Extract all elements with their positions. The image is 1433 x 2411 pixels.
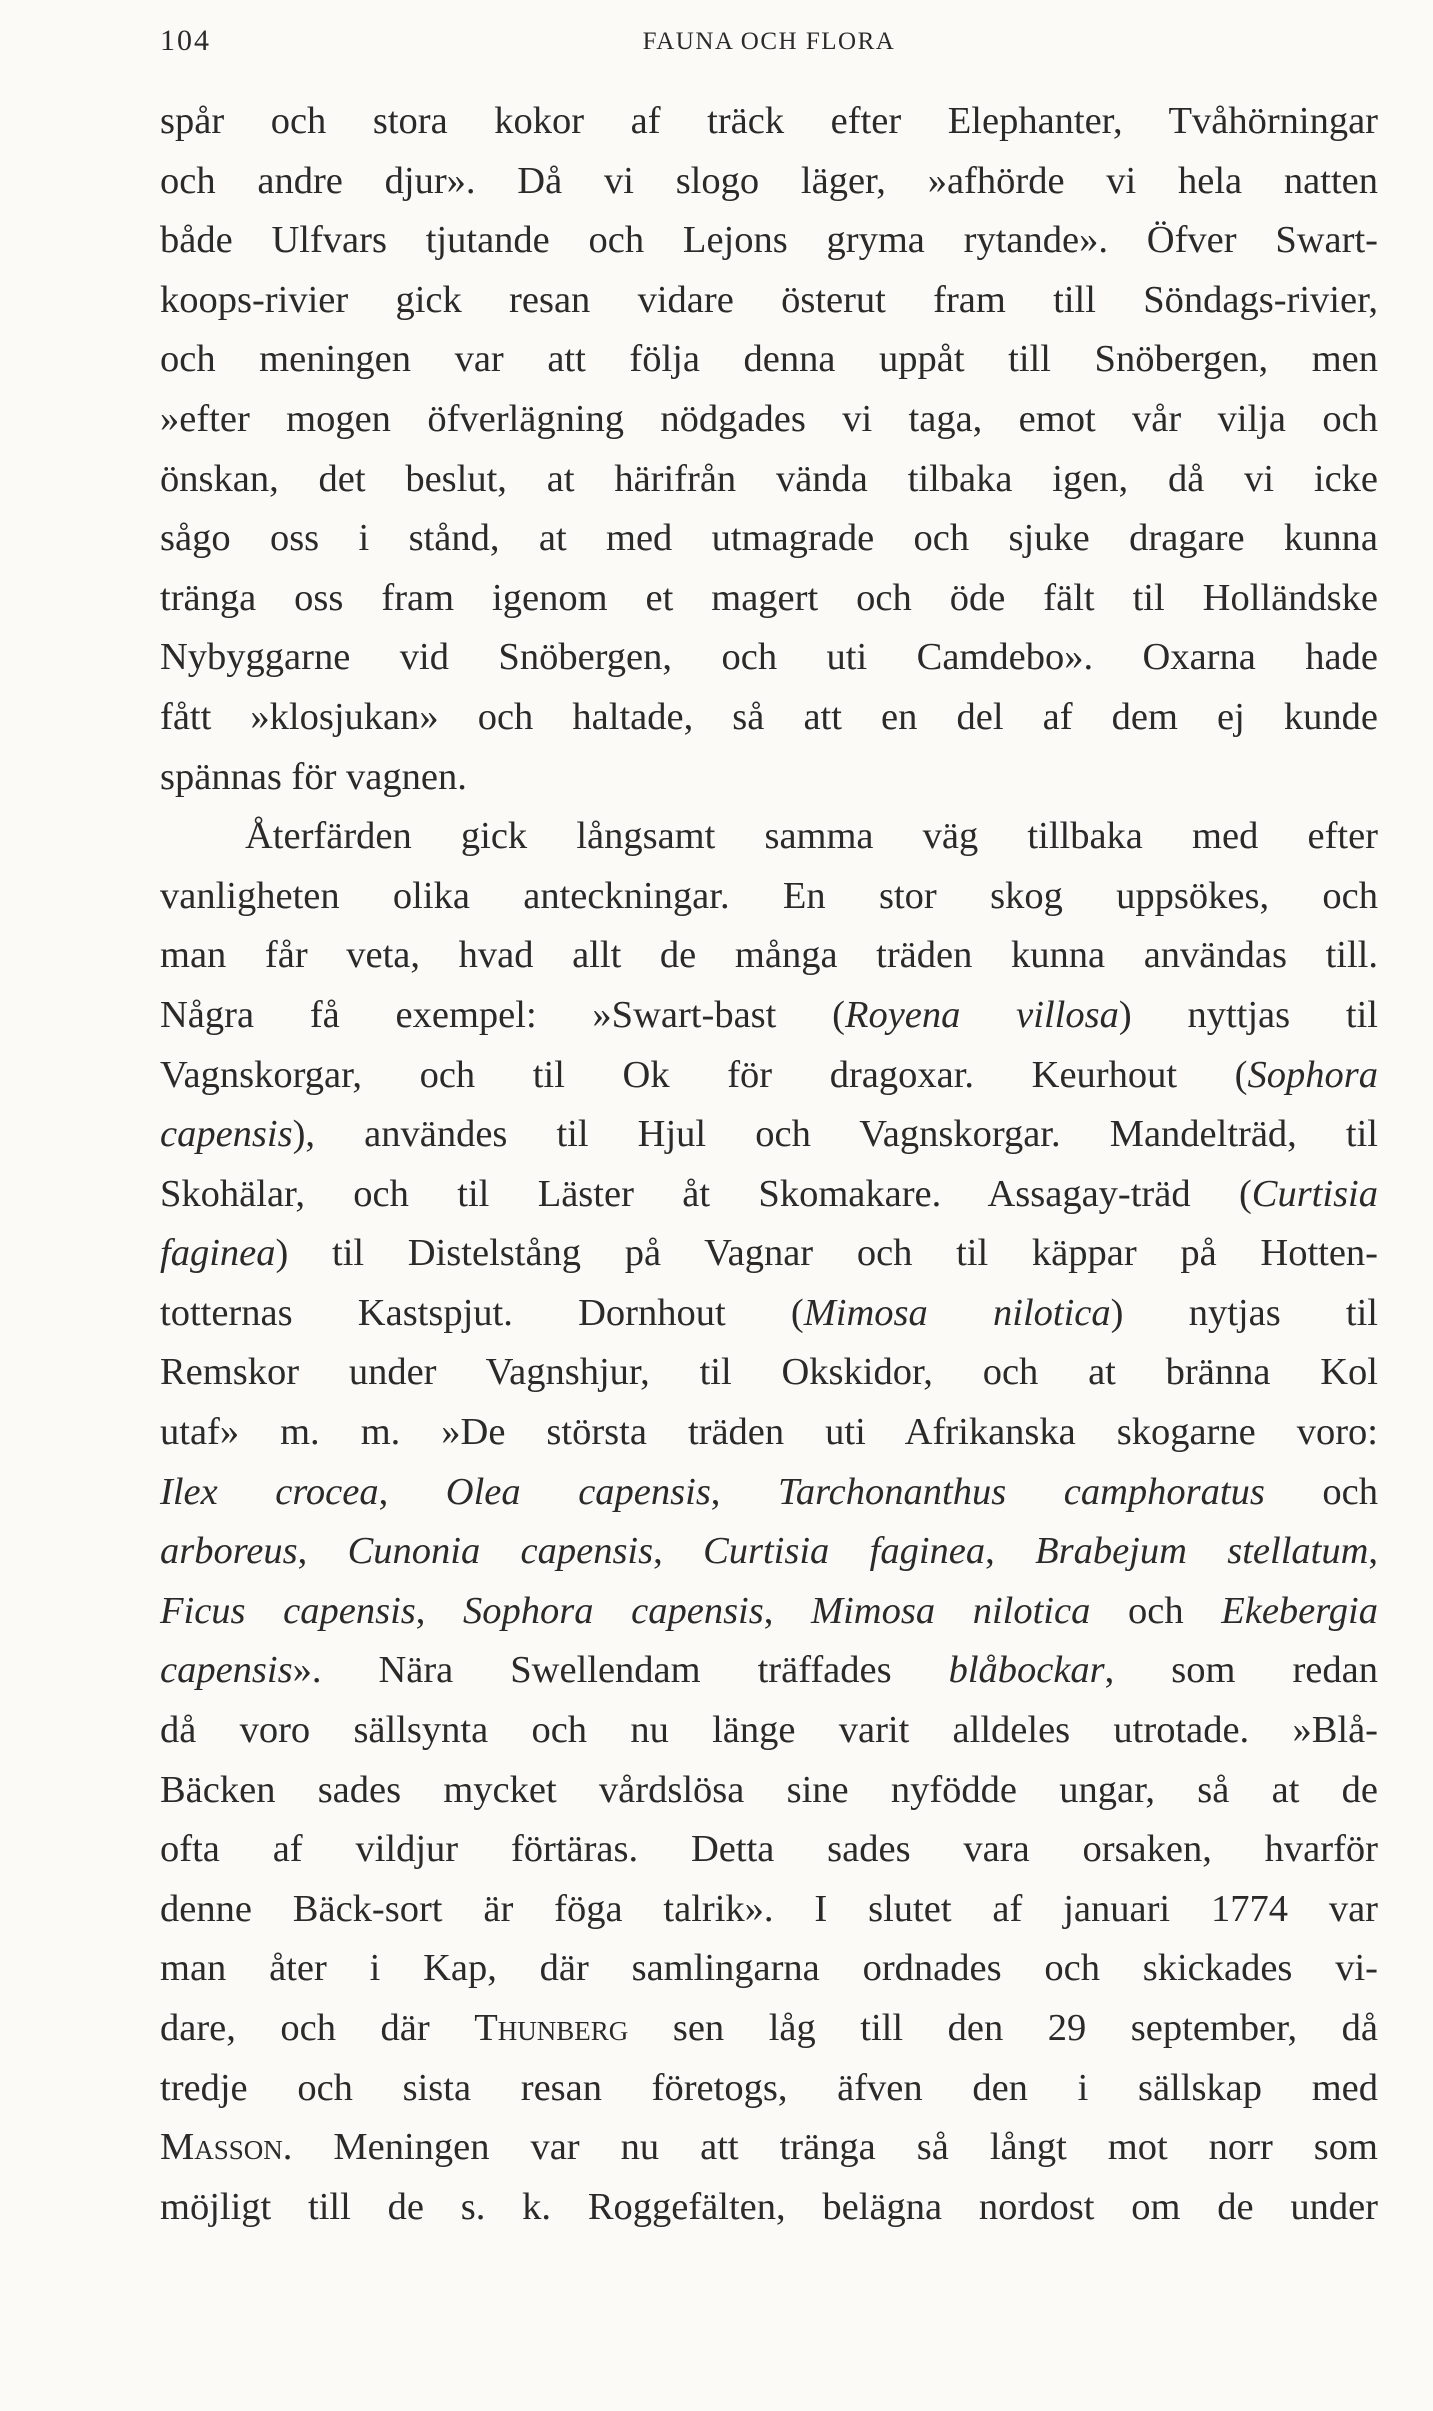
text-line: arboreus, Cunonia capensis, Curtisia faginea, Brabejum stellatum, — [160, 1530, 1379, 1573]
text-line: man får veta, hvad allt de många träden kunna användas till. — [160, 934, 1378, 977]
text-line: capensis), användes til Hjul och Vagnskorgar. Mandelträd, til — [160, 1113, 1378, 1156]
text-line: ofta af vildjur förtäras. Detta sades vara orsaken, hvarför — [160, 1828, 1378, 1871]
text-line: önskan, det beslut, at härifrån vända tilbaka igen, då vi icke — [160, 457, 1378, 500]
text-line: »efter mogen öfverlägning nödgades vi taga, emot vår vilja och — [160, 397, 1378, 440]
running-title: FAUNA OCH FLORA — [642, 28, 896, 55]
text-line: fått »klosjukan» och haltade, så att en del af dem ej kunde — [160, 695, 1378, 738]
text-line: Remskor under Vagnshjur, til Okskidor, och at bränna Kol — [160, 1351, 1378, 1394]
running-header — [160, 24, 1378, 64]
text-line: då voro sällsynta och nu länge varit alldeles utrotade. »Blå- — [160, 1709, 1378, 1752]
text-line: både Ulfvars tjutande och Lejons gryma rytande». Öfver Swart- — [160, 219, 1378, 262]
text-line: spännas för vagnen. — [160, 755, 467, 798]
text-line: dare, och där Thunberg sen låg till den 29 september, då — [160, 2007, 1378, 2049]
text-line: Skohälar, och til Läster åt Skomakare. Assagay-träd (Curtisia — [160, 1172, 1378, 1215]
text-line: sågo oss i stånd, at med utmagrade och sjuke dragare kunna — [160, 517, 1378, 560]
text-line: möjligt till de s. k. Roggefälten, belägna nordost om de under — [160, 2185, 1378, 2228]
text-line: Ilex crocea, Olea capensis, Tarchonanthus camphoratus och — [160, 1470, 1378, 1513]
text-line: Några få exempel: »Swart-bast (Royena villosa) nyttjas til — [160, 993, 1379, 1036]
text-line: man åter i Kap, där samlingarna ordnades och skickades vi- — [160, 1947, 1378, 1990]
paragraph-start-line: Återfärden gick långsamt samma väg tillbaka med efter — [245, 815, 1378, 858]
text-line: vanligheten olika anteckningar. En stor skog uppsökes, och — [160, 874, 1378, 917]
text-line: Vagnskorgar, och til Ok för dragoxar. Keurhout (Sophora — [160, 1053, 1378, 1096]
text-line: spår och stora kokor af träck efter Elephanter, Tvåhörningar — [160, 100, 1378, 142]
text-line: Ficus capensis, Sophora capensis, Mimosa nilotica och Ekebergia — [160, 1589, 1379, 1632]
text-line: utaf» m. m. »De största träden uti Afrikanska skogarne voro: — [160, 1411, 1378, 1454]
text-line: och meningen var att följa denna uppåt till Snöbergen, men — [160, 338, 1378, 381]
page-number: 104 — [160, 24, 211, 57]
text-line: Nybyggarne vid Snöbergen, och uti Camdebo». Oxarna hade — [160, 636, 1378, 679]
text-line: totternas Kastspjut. Dornhout (Mimosa nilotica) nytjas til — [160, 1291, 1378, 1334]
body-text — [160, 92, 1378, 2237]
text-line: denne Bäck-sort är föga talrik». I slutet af januari 1774 var — [160, 1887, 1378, 1930]
text-line: och andre djur». Då vi slogo läger, »afhörde vi hela natten — [160, 159, 1378, 202]
text-line: faginea) til Distelstång på Vagnar och til käppar på Hotten- — [160, 1232, 1378, 1275]
text-line: capensis». Nära Swellendam träffades blåbockar, som redan — [160, 1649, 1378, 1692]
text-line: tredje och sista resan företogs, äfven den i sällskap med — [160, 2066, 1378, 2109]
text-line: Bäcken sades mycket vårdslösa sine nyfödde ungar, så at de — [160, 1768, 1378, 1811]
text-line: tränga oss fram igenom et magert och öde fält til Holländske — [160, 576, 1378, 619]
text-line: Masson. Meningen var nu att tränga så långt mot norr som — [160, 2126, 1378, 2169]
text-line: koops-rivier gick resan vidare österut fram till Söndags-rivier, — [160, 278, 1378, 321]
